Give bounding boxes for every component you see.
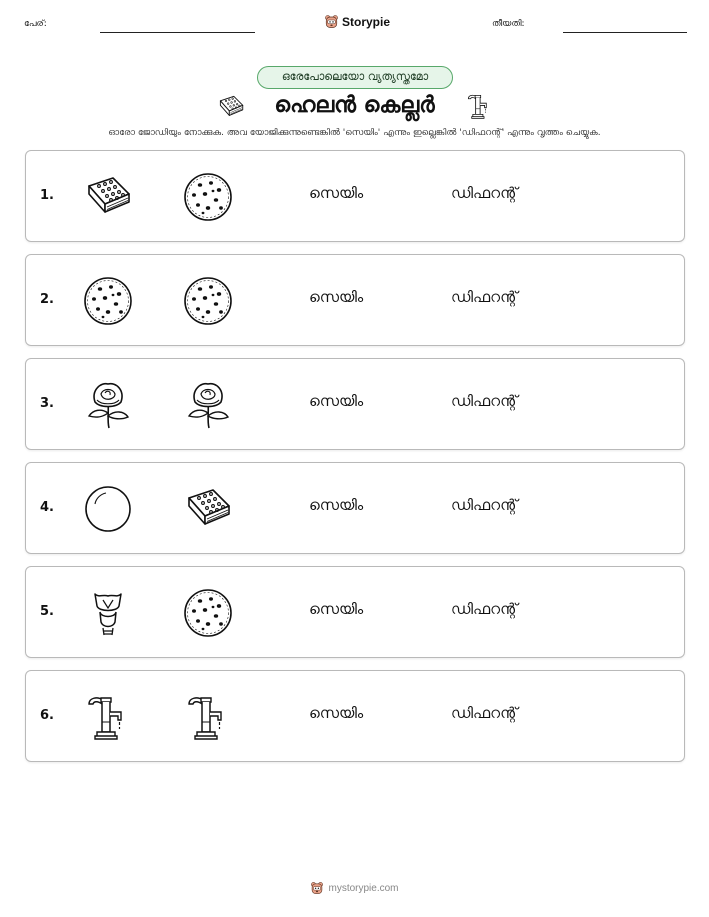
cookie-icon: [183, 276, 233, 326]
same-option[interactable]: സെയിം: [309, 704, 364, 722]
date-label: തീയതി:: [492, 19, 525, 29]
question-row-4: [25, 462, 685, 554]
name-label: പേര്:: [24, 19, 47, 29]
worksheet-header: [0, 14, 709, 38]
brand-name: Storypie: [342, 14, 391, 29]
cookie-icon: [183, 172, 233, 222]
different-option[interactable]: ഡിഫറന്റ്: [451, 392, 518, 410]
bear-mascot-icon: [324, 14, 339, 29]
question-row-5: [25, 566, 685, 658]
different-option[interactable]: ഡിഫറന്റ്: [451, 600, 518, 618]
water-pump-icon: [465, 90, 493, 122]
footer: [0, 880, 709, 899]
same-option[interactable]: സെയിം: [309, 184, 364, 202]
name-field[interactable]: [100, 32, 255, 33]
rose-icon: [83, 380, 133, 430]
water-pump-icon: [183, 692, 233, 742]
same-option[interactable]: സെയിം: [309, 600, 364, 618]
title-container: [0, 88, 709, 124]
cookie-icon: [83, 276, 133, 326]
same-option[interactable]: സെയിം: [309, 392, 364, 410]
page-title: ഹെലൻ കെല്ലർ: [274, 93, 435, 118]
question-number: 2.: [40, 292, 54, 307]
water-pump-icon: [83, 692, 133, 742]
question-row-6: [25, 670, 685, 762]
question-row-1: [25, 150, 685, 242]
question-number: 3.: [40, 396, 54, 411]
brand-logo: [324, 14, 390, 29]
question-number: 5.: [40, 604, 54, 619]
question-list: [25, 150, 685, 774]
bear-mascot-icon: [310, 881, 324, 895]
cookie-icon: [183, 588, 233, 638]
different-option[interactable]: ഡിഫറന്റ്: [451, 704, 518, 722]
braille-book-icon: [183, 484, 233, 534]
bubble-icon: [83, 484, 133, 534]
date-field[interactable]: [563, 32, 687, 33]
rose-icon: [183, 380, 233, 430]
footer-site: mystorypie.com: [328, 882, 399, 894]
different-option[interactable]: ഡിഫറന്റ്: [451, 184, 518, 202]
same-option[interactable]: സെയിം: [309, 288, 364, 306]
different-option[interactable]: ഡിഫറന്റ്: [451, 288, 518, 306]
question-number: 1.: [40, 188, 54, 203]
question-number: 6.: [40, 708, 54, 723]
question-row-3: [25, 358, 685, 450]
question-row-2: [25, 254, 685, 346]
larynx-icon: [83, 588, 133, 638]
different-option[interactable]: ഡിഫറന്റ്: [451, 496, 518, 514]
subtitle-badge: ഒരേപോലെയോ വ്യത്യസ്തമോ: [257, 66, 453, 89]
instructions: ഓരോ ജോഡിയും നോക്കുക. അവ യോജിക്കുന്നുണ്ടെങ്കിൽ 'സെയിം' എന്നും ഇല്ലെങ്കിൽ 'ഡിഫറന്റ്' എന്നും വൃത്തം ചെയ്യുക.: [108, 128, 601, 138]
question-number: 4.: [40, 500, 54, 515]
braille-book-icon: [83, 172, 133, 222]
same-option[interactable]: സെയിം: [309, 496, 364, 514]
